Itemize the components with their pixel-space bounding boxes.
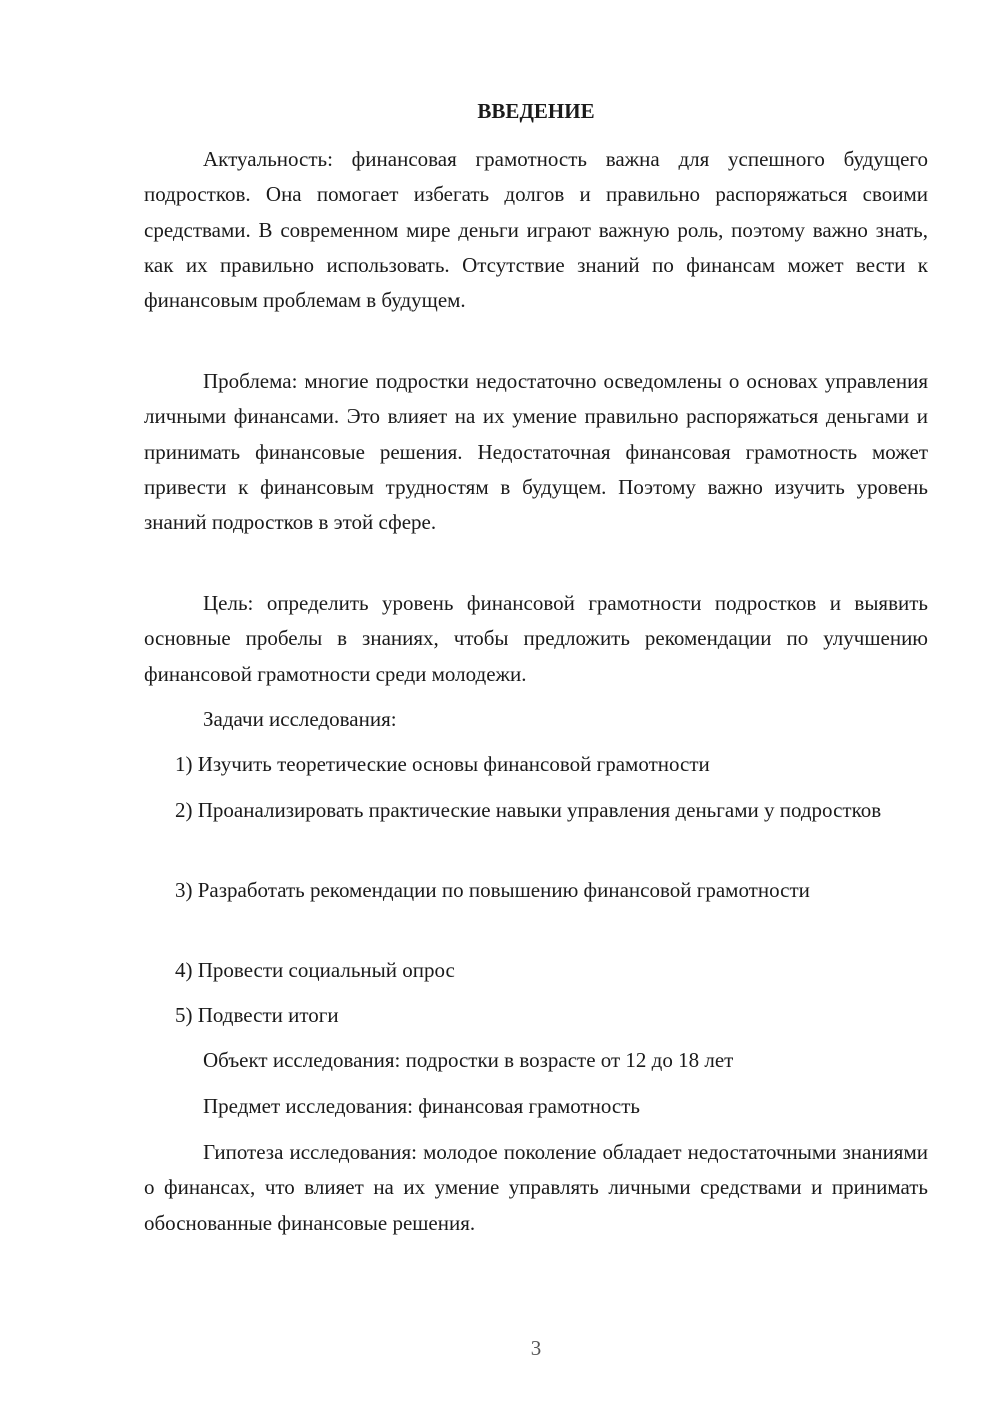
page-number: 3 [530,1336,542,1360]
task-item: 2) Проанализировать практические навыки управления деньгами у подростков [175,798,882,822]
paragraph-subject: Предмет исследования: финансовая грамотность [203,1094,640,1118]
task-item: 5) Подвести итоги [175,1003,339,1027]
paragraph-hypothesis: Гипотеза исследования: молодое поколение обладает недостаточными знаниями о финансах, что влияет на их умение управлять личными средствами и принимать обоснованные финансовые решения. [144,1140,928,1235]
task-item: 3) Разработать рекомендации по повышению финансовой грамотности [175,878,810,902]
paragraph-problem: Проблема: многие подростки недостаточно осведомлены о основах управления личными финансами. Это влияет на их умение правильно распоряжаться деньгами и принимать финансовые решения. Недостаточная финансовая грамотность может привести к финансовым трудностям в будущем. Поэтому важно изучить уровень знаний подростков в этой сфере. [144,369,928,535]
task-item: 1) Изучить теоретические основы финансовой грамотности [175,752,710,776]
paragraph-goal: Цель: определить уровень финансовой грамотности подростков и выявить основные пробелы в знаниях, чтобы предложить рекомендации по улучшению финансовой грамотности среди молодежи. [144,591,928,686]
paragraph-relevance: Актуальность: финансовая грамотность важна для успешного будущего подростков. Она помогает избегать долгов и правильно распоряжаться своими средствами. В современном мире деньги играют важную роль, поэтому важно знать, как их правильно использовать. Отсутствие знаний по финансам может вести к финансовым проблемам в будущем. [144,147,928,313]
section-title: ВВЕДЕНИЕ [477,99,595,123]
tasks-heading: Задачи исследования: [203,707,397,731]
paragraph-object: Объект исследования: подростки в возрасте от 12 до 18 лет [203,1048,734,1072]
task-item: 4) Провести социальный опрос [175,958,455,982]
